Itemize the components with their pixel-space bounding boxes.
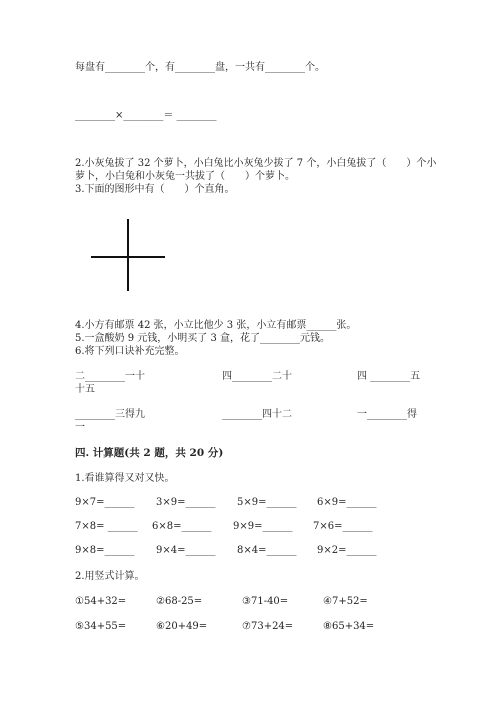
calc-problem: ⑦73+24=	[242, 621, 294, 632]
calc-problem: ⑤34+55=	[75, 621, 127, 632]
section-4-heading: 四. 计算题(共 2 题，共 20 分)	[75, 447, 224, 459]
math-problem: 6×8=______	[152, 521, 212, 532]
math-problem: 3×9=______	[156, 497, 216, 508]
mnemonic-2: 四________二十	[222, 371, 292, 382]
fill-blank-line-2: ________×________＝ ________	[75, 110, 217, 121]
subsection-2-title: 2.用竖式计算。	[75, 571, 145, 582]
calc-problem: ①54+32=	[75, 596, 127, 607]
math-problem: 9×9=______	[233, 521, 293, 532]
calc-problem: ⑥20+49=	[156, 621, 208, 632]
math-problem: 7×6=______	[313, 521, 373, 532]
math-problem: 7×8= ______	[75, 521, 138, 532]
math-problem: 9×4=______	[156, 545, 216, 556]
mnemonic-1: 二________一十	[75, 371, 145, 382]
math-problem: 9×7=______	[75, 497, 135, 508]
math-problem: 5×9=______	[237, 497, 297, 508]
mnemonic-3: 四 ________五	[357, 371, 421, 382]
question-5: 5.一盒酸奶 9 元钱，小明买了 3 盒，花了________元钱。	[75, 333, 330, 344]
calc-problem: ⑧65+34=	[323, 621, 375, 632]
calc-problem: ④7+52=	[323, 596, 368, 607]
question-2-line-1: 2.小灰兔拔了 32 个萝卜，小白兔比小灰兔少拔了 7 个，小白兔拔了（ ）个小	[75, 158, 437, 169]
math-problem: 8×4=______	[237, 545, 297, 556]
math-problem: 9×8=______	[75, 545, 135, 556]
question-6: 6.将下列口诀补充完整。	[75, 346, 185, 357]
subsection-1-title: 1.看谁算得又对又快。	[75, 473, 175, 484]
question-3: 3.下面的图形中有（ ）个直角。	[75, 184, 235, 195]
mnemonic-3-continued: 十五	[75, 384, 95, 395]
math-problem: 9×2=______	[317, 545, 377, 556]
calc-problem: ③71-40=	[242, 596, 289, 607]
mnemonic-6: 一________得	[357, 409, 417, 420]
question-4: 4.小方有邮票 42 张，小立比他少 3 张，小立有邮票______张。	[75, 320, 357, 331]
math-problem: 6×9=______	[317, 497, 377, 508]
calc-problem: ②68-25=	[156, 596, 203, 607]
cross-vertical-line	[127, 219, 129, 291]
mnemonic-5: ________四十二	[222, 409, 292, 420]
mnemonic-4: ________三得九	[75, 409, 145, 420]
mnemonic-6-continued: 一	[75, 422, 85, 433]
question-2-line-2: 萝卜，小白兔和小灰兔一共拔了（ ）个萝卜。	[75, 171, 295, 182]
fill-blank-line-1: 每盘有________个，有________盘，一共有________个。	[75, 62, 325, 73]
